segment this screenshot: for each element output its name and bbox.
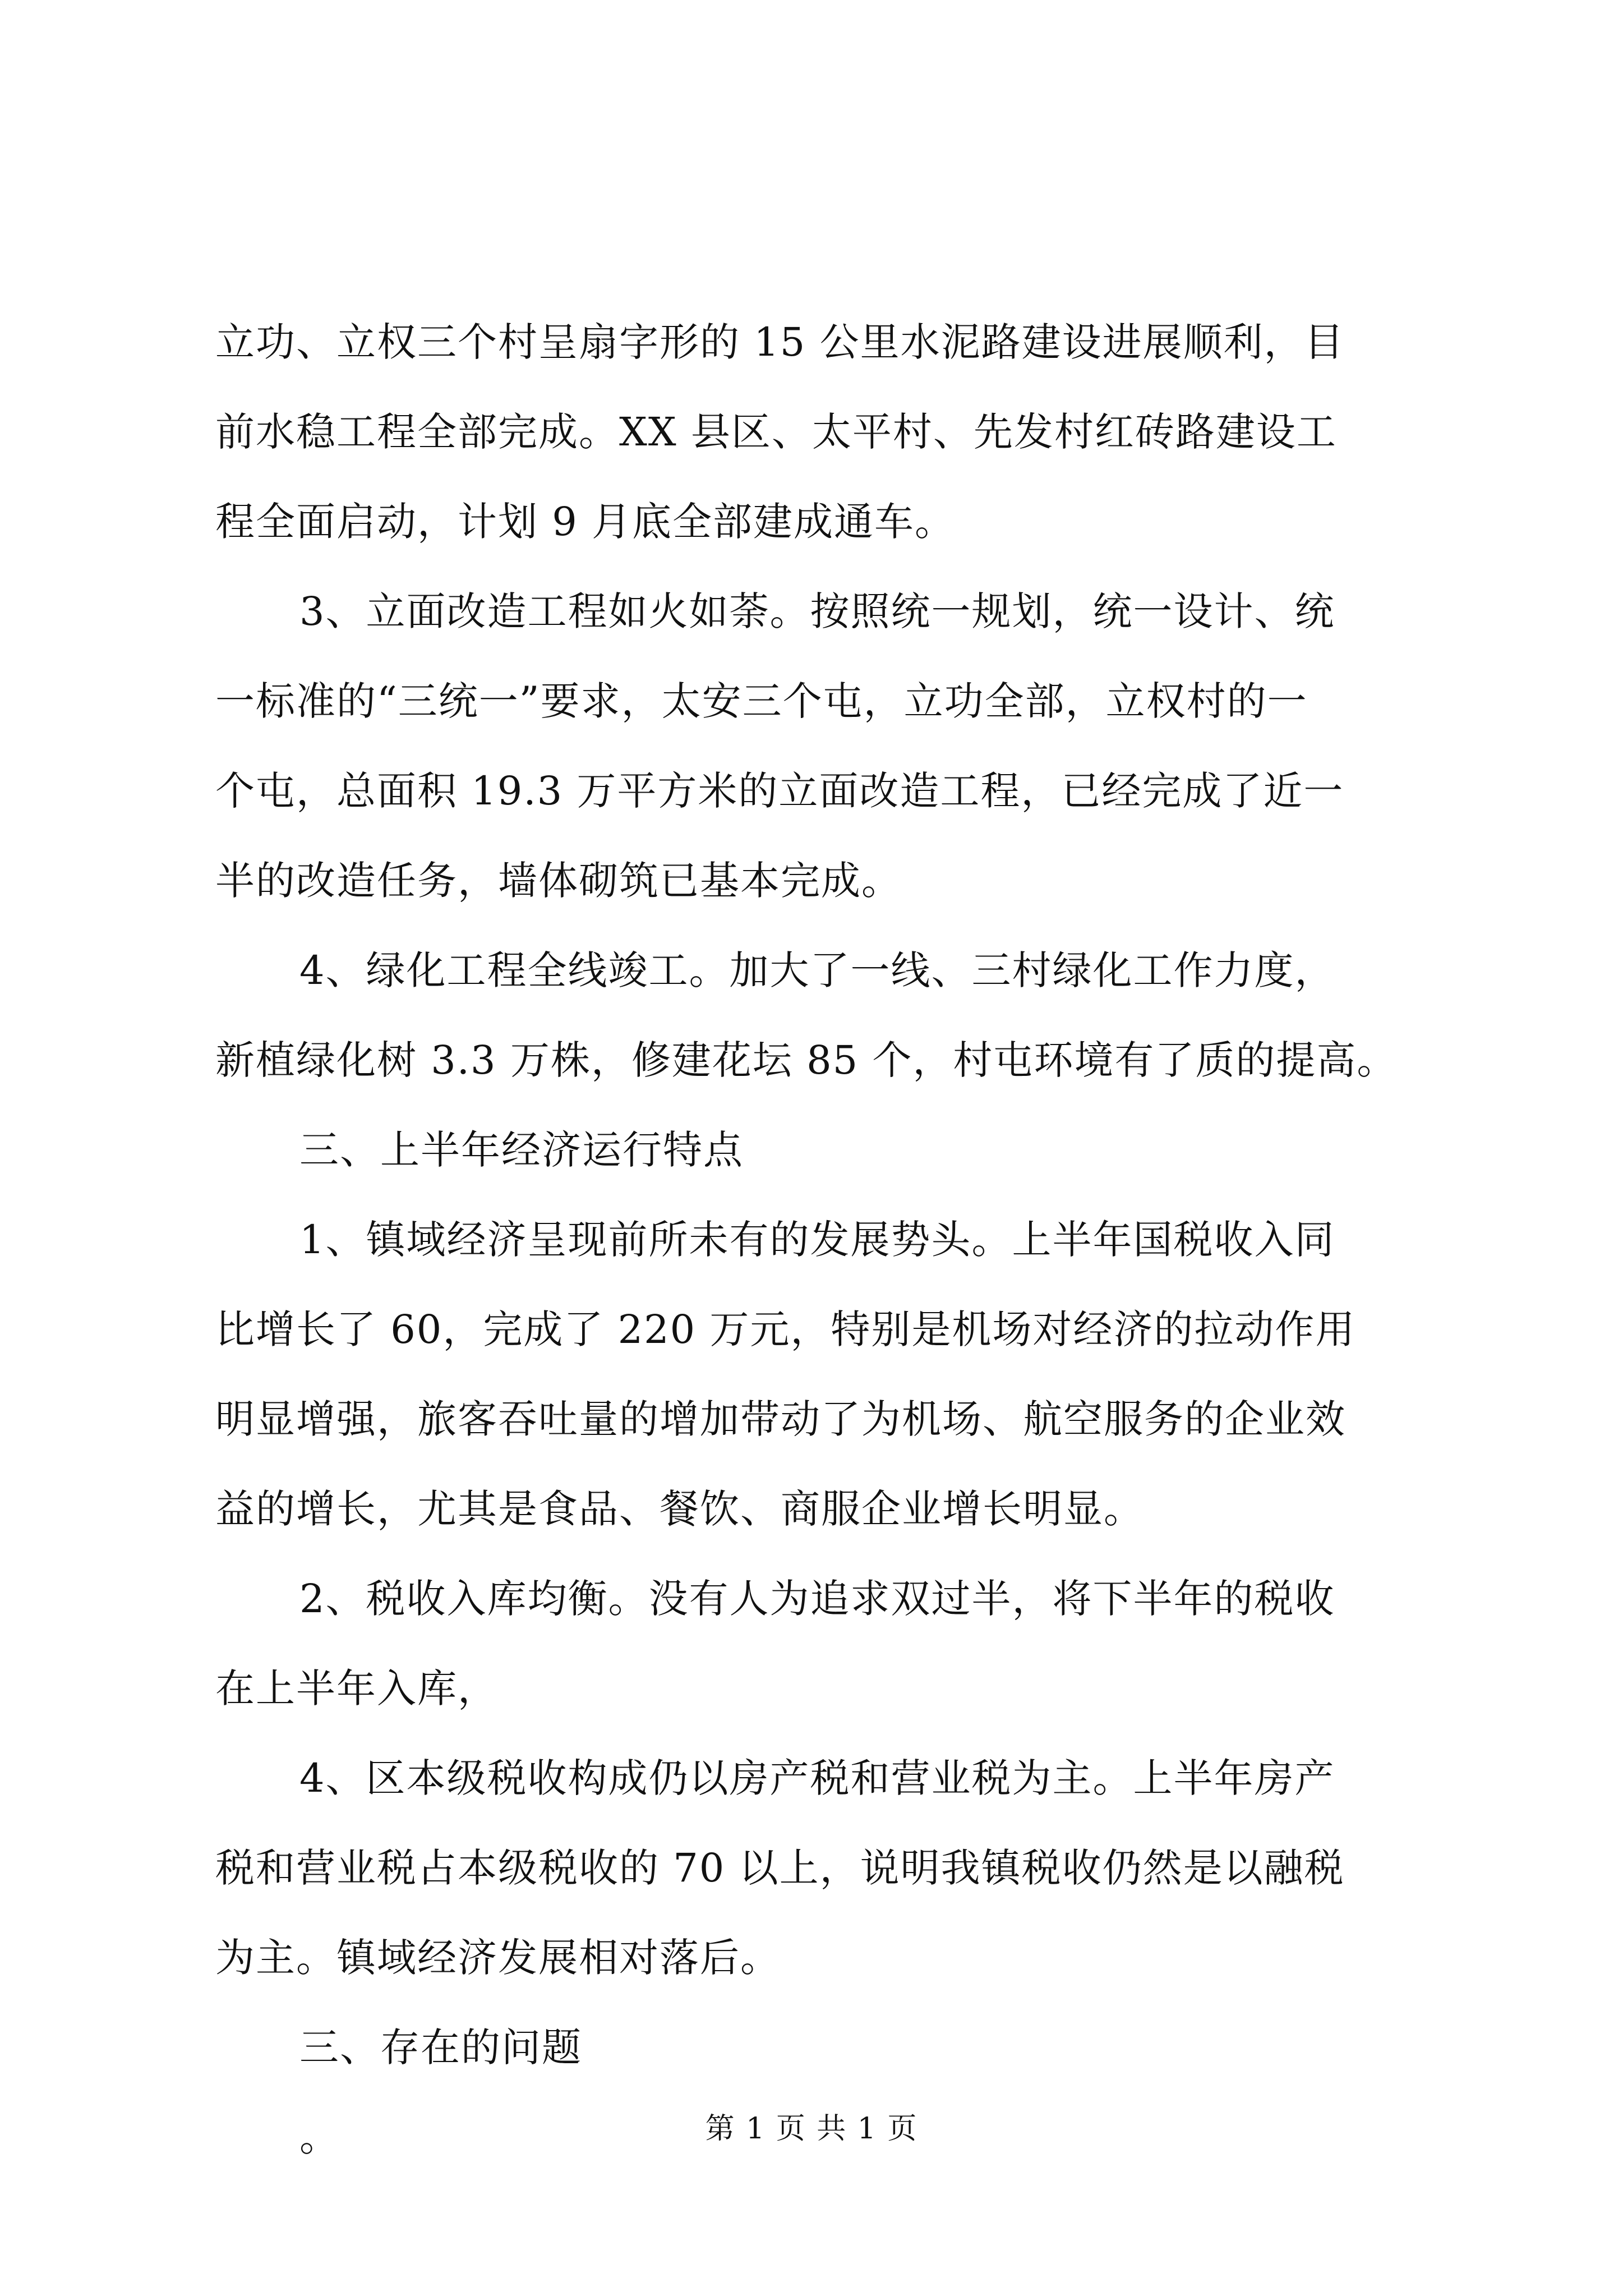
text-line: 半的改造任务，墙体砌筑已基本完成。 [215, 858, 902, 904]
text-line: 1、镇域经济呈现前所未有的发展势头。上半年国税收入同 [299, 1217, 1335, 1263]
text-line: 前水稳工程全部完成。XX 县区、太平村、先发村红砖路建设工 [215, 409, 1337, 455]
text-line: 比增长了 60，完成了 220 万元，特别是机场对经济的拉动作用 [215, 1306, 1356, 1352]
page-footer: 第 1 页 共 1 页 [705, 2112, 918, 2146]
text-line: 一标准的“三统一”要求，太安三个屯，立功全部，立权村的一 [215, 678, 1308, 724]
text-line: 新植绿化树 3.3 万株，修建花坛 85 个，村屯环境有了质的提高。 [215, 1037, 1398, 1083]
text-line: 在上半年入库， [215, 1665, 498, 1711]
text-line: 明显增强，旅客吞吐量的增加带动了为机场、航空服务的企业效 [215, 1396, 1346, 1442]
text-line: 4、绿化工程全线竣工。加大了一线、三村绿化工作力度， [299, 947, 1335, 993]
text-line: 4、区本级税收构成仍以房产税和营业税为主。上半年房产 [299, 1755, 1335, 1801]
text-line: 。 [299, 2114, 340, 2160]
document-body [215, 297, 1421, 2182]
section-heading: 三、上半年经济运行特点 [299, 1127, 744, 1173]
text-line: 3、立面改造工程如火如荼。按照统一规划，统一设计、统 [299, 588, 1335, 634]
text-line: 税和营业税占本级税收的 70 以上，说明我镇税收仍然是以融税 [215, 1845, 1345, 1891]
text-line: 为主。镇域经济发展相对落后。 [215, 1935, 781, 1981]
text-line: 程全面启动，计划 9 月底全部建成通车。 [215, 499, 956, 545]
text-line: 立功、立权三个村呈扇字形的 15 公里水泥路建设进展顺利，目 [215, 319, 1345, 365]
text-line: 益的增长，尤其是食品、餐饮、商服企业增长明显。 [215, 1486, 1144, 1532]
text-line: 2、税收入库均衡。没有人为追求双过半，将下半年的税收 [299, 1576, 1335, 1622]
text-line: 个屯，总面积 19.3 万平方米的立面改造工程，已经完成了近一 [215, 768, 1344, 814]
section-heading: 三、存在的问题 [299, 2024, 582, 2070]
